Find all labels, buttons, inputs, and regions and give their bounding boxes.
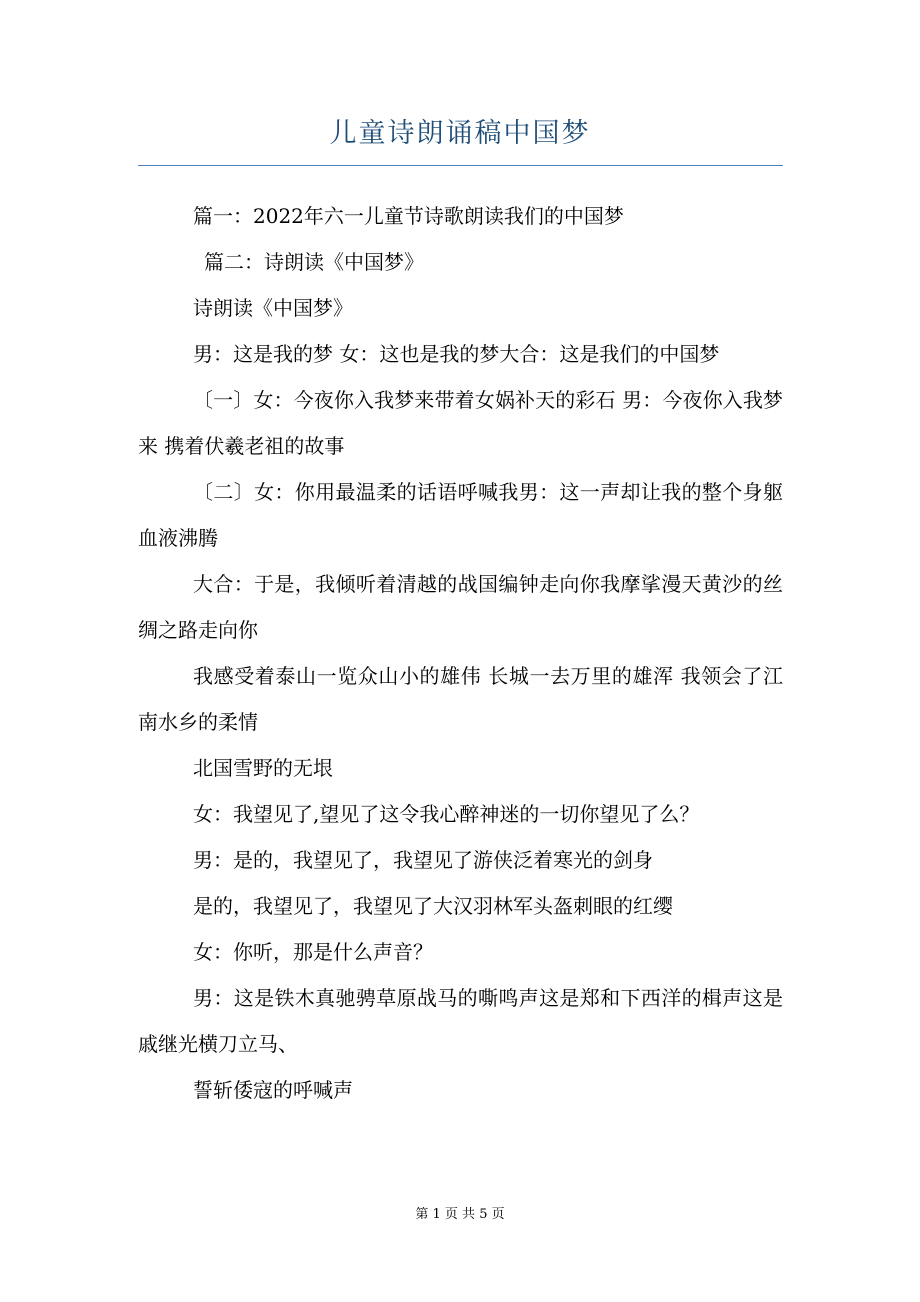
paragraph: 〔一〕女：今夜你入我梦来带着女娲补天的彩石 男：今夜你入我梦来 携着伏羲老祖的故事	[138, 388, 783, 458]
paragraph: 女：你听，那是什么声音？	[193, 940, 433, 964]
document-body	[138, 193, 783, 1113]
paragraph: 是的，我望见了，我望见了大汉羽林军头盔刺眼的红缨	[193, 894, 673, 918]
page-title: 儿童诗朗诵稿中国梦	[329, 118, 591, 149]
paragraph: 篇一：2022年六一儿童节诗歌朗读我们的中国梦	[193, 204, 624, 228]
paragraph: 篇二：诗朗读《中国梦》	[204, 250, 424, 274]
paragraph: 大合：于是，我倾听着清越的战国编钟走向你我摩挲漫天黄沙的丝绸之路走向你	[138, 572, 783, 642]
paragraph: 我感受着泰山一览众山小的雄伟 长城一去万里的雄浑 我领会了江南水乡的柔情	[138, 664, 783, 734]
paragraph: 北国雪野的无垠	[193, 756, 333, 780]
paragraph: 男：是的，我望见了，我望见了游侠泛着寒光的剑身	[193, 848, 653, 872]
title-divider	[138, 165, 783, 166]
paragraph: 诗朗读《中国梦》	[193, 296, 353, 320]
paragraph: 男：这是我的梦 女：这也是我的梦大合：这是我们的中国梦	[193, 342, 720, 366]
paragraph: 〔二〕女：你用最温柔的话语呼喊我男：这一声却让我的整个身躯血液沸腾	[138, 480, 783, 550]
paragraph: 誓斩倭寇的呼喊声	[193, 1078, 353, 1102]
page-footer: 第 1 页 共 5 页	[415, 1207, 505, 1222]
paragraph: 男：这是铁木真驰骋草原战马的嘶鸣声这是郑和下西洋的楫声这是戚继光横刀立马、	[138, 986, 783, 1056]
paragraph: 女：我望见了,望见了这令我心醉神迷的一切你望见了么？	[193, 802, 700, 826]
